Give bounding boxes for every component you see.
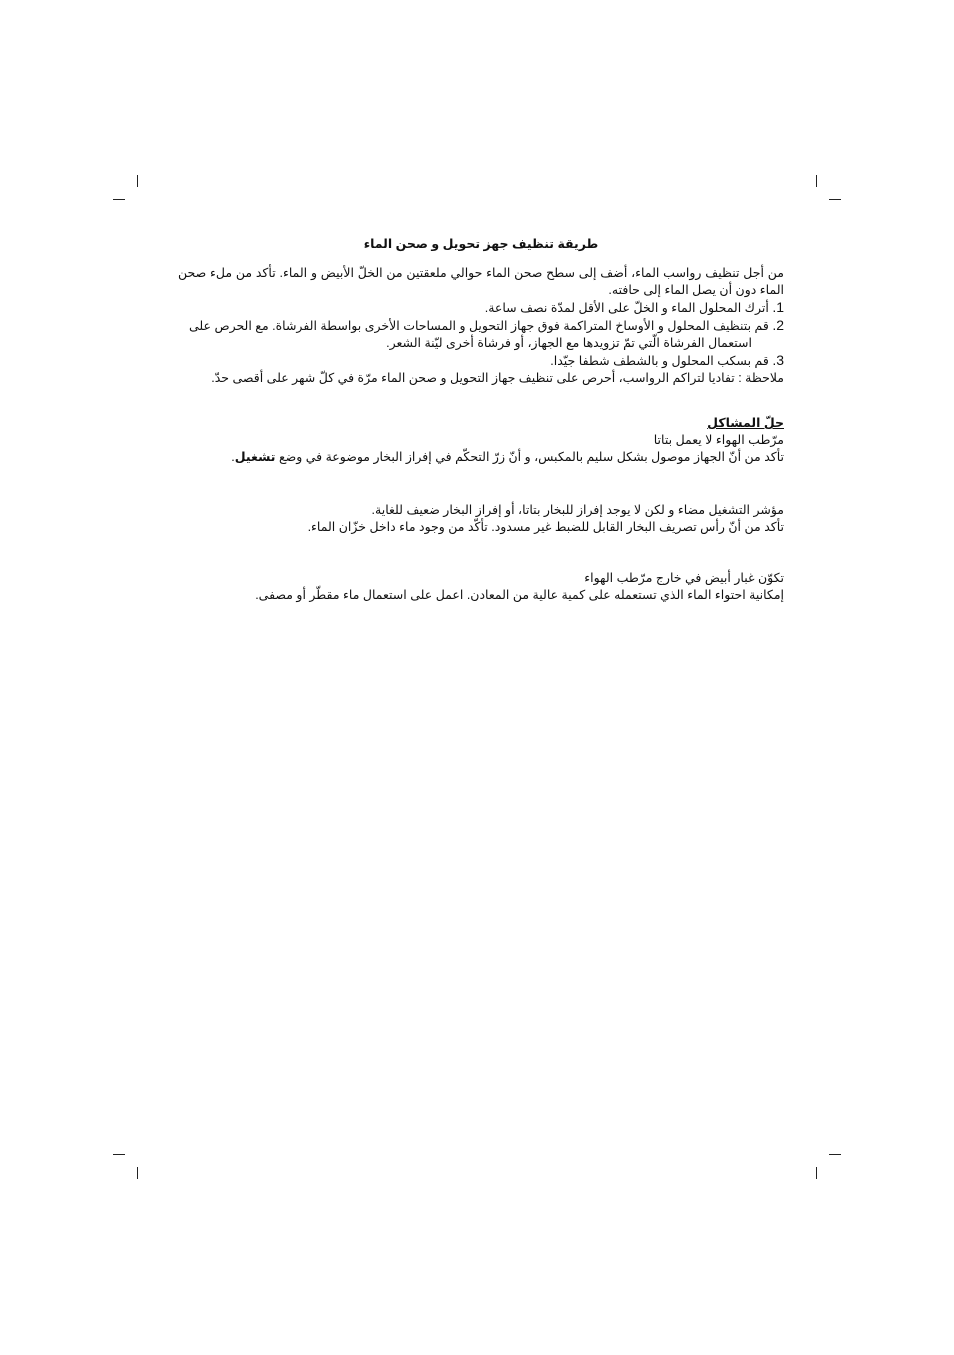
troubleshooting-item <box>178 502 784 536</box>
crop-mark-top-left-horizontal <box>113 199 125 200</box>
document-content <box>178 236 784 638</box>
crop-mark-top-right-vertical <box>816 175 817 187</box>
intro-paragraph: من أجل تنظيف رواسب الماء، أضف إلى سطح صحن الماء حوالي ملعقتين من الخلّ الأبيض و الماء. تأكد من ملء صحن الماء دون أن يصل الماء إلى حافته. <box>178 266 784 297</box>
step-text: أترك المحلول الماء و الخلّ على الأقل لمدّة نصف ساعة. <box>484 301 769 315</box>
solution-text: تأكد من أنّ الجهاز موصول بشكل سليم بالمكبس، و أنّ زرّ التحكّم في إفراز البخار موضوعة في وضع تشغيل. <box>231 450 784 464</box>
problem-text: تكوّن غبار أبيض في خارج مرّطب الهواء <box>584 571 784 585</box>
step-number: 3. <box>772 352 784 368</box>
list-item <box>178 352 784 370</box>
problem-text: مؤشر التشغيل مضاء و لكن لا يوجد إفراز للبخار بتاتا، أو إفراز البخار ضعيف للغاية. <box>371 503 784 517</box>
maintenance-note: ملاحظة : تفاديا لتراكم الرواسب، أحرص على تنظيف جهاز التحويل و صحن الماء مرّة في كلّ شهر على أقصى حدّ. <box>211 371 784 385</box>
page-title: طريقة تنظيف جهز تحويل و صحن الماء <box>363 237 599 251</box>
solution-text: إمكانية احتواء الماء الذي تستعمله على كمية عالية من المعادن. اعمل على استعمال ماء مقطّر أو مصفى. <box>255 588 784 602</box>
troubleshooting-item <box>178 570 784 604</box>
step-text: قم بتنظيف المحلول و الأوساخ المتراكمة فوق جهاز التحويل و المساحات الأخرى بواسطة الفرشاة. مع الحرص على <box>188 319 769 333</box>
step-number: 2. <box>772 317 784 333</box>
list-item <box>178 317 784 352</box>
crop-mark-bottom-right-vertical <box>816 1167 817 1179</box>
crop-mark-top-right-horizontal <box>829 199 841 200</box>
troubleshooting-heading: حلّ المشاكل <box>707 416 784 430</box>
step-number: 1. <box>772 299 784 315</box>
problem-text: مرّطب الهواء لا يعمل بتاتا <box>653 433 784 447</box>
power-on-label: تشغيل <box>234 450 276 464</box>
cleaning-steps-list <box>178 299 784 370</box>
crop-mark-bottom-right-horizontal <box>829 1154 841 1155</box>
crop-mark-top-left-vertical <box>137 175 138 187</box>
crop-mark-bottom-left-vertical <box>137 1167 138 1179</box>
step-text-continuation: استعمال الفرشاة الّتي تمّ تزويدها مع الجهاز، أو فرشاة أخرى ليّنة الشعر. <box>386 336 752 350</box>
crop-mark-bottom-left-horizontal <box>113 1154 125 1155</box>
solution-text: تأكد من أنّ رأس تصريف البخار القابل للضبط غير مسدود. تأكّد من وجود ماء داخل خزّان الماء. <box>307 520 784 534</box>
list-item <box>178 299 784 317</box>
troubleshooting-item <box>178 432 784 466</box>
step-text: قم بسكب المحلول و بالشطف شطفا جيّدا. <box>550 354 769 368</box>
